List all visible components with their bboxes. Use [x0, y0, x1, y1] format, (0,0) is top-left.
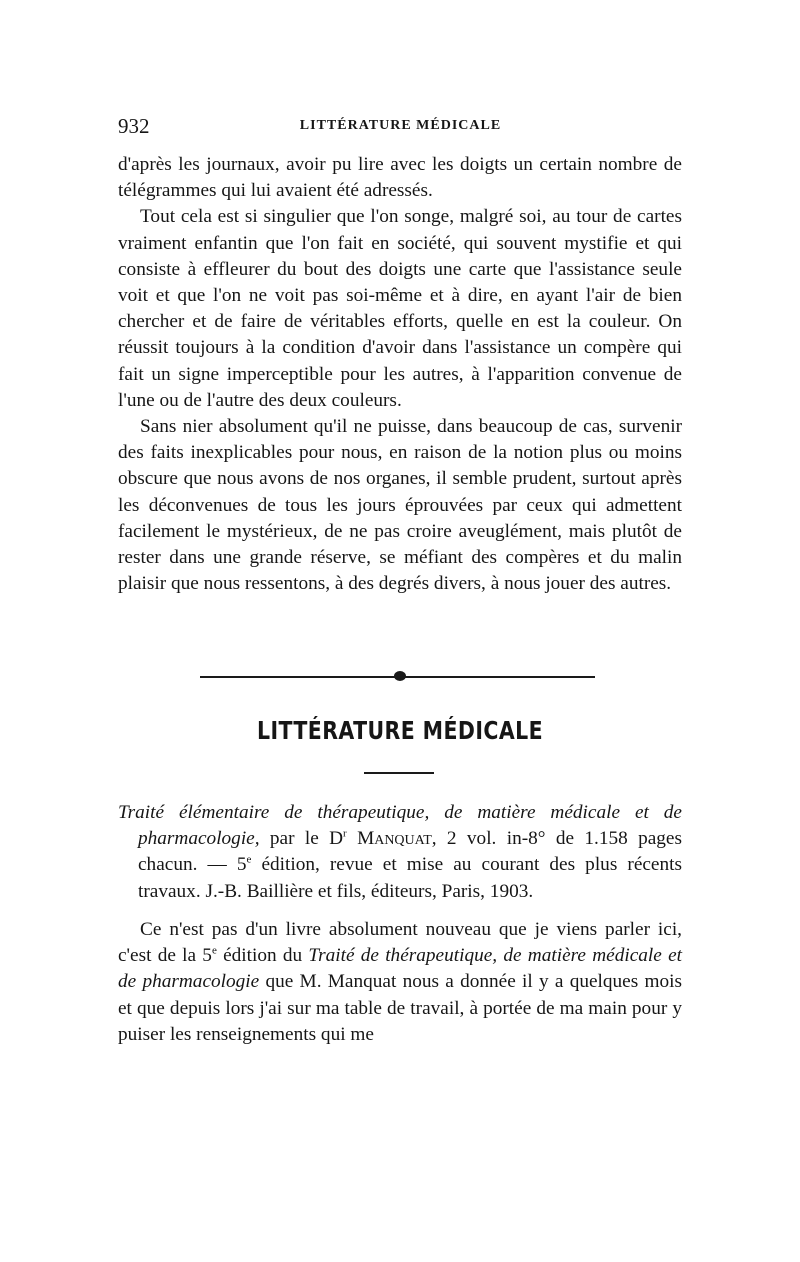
- review-text-3: que M. Manquat nous a donnée il y a quelques mois et que depuis lors j'ai sur ma table de travail, à portée de ma main pour y puiser les renseignements qui me: [118, 971, 682, 1045]
- author-name: Manquat: [357, 828, 432, 850]
- paragraph-1: d'après les journaux, avoir pu lire avec les doigts un certain nombre de télégrammes qui lui avaient été adressés.: [118, 154, 682, 202]
- review-paragraph: [118, 917, 682, 1048]
- book-details: , 2 vol. in-8° de 1.158 pages chacun. — 5: [138, 828, 682, 876]
- running-head: LITTÉRATURE MÉDICALE: [299, 118, 502, 133]
- divider-ornament: [394, 671, 406, 681]
- doctor-abbrev: r: [343, 827, 347, 840]
- article-conclusion: [118, 152, 682, 597]
- review-text-1: Ce n'est pas d'un livre absolument nouveau que je viens parler ici, c'est de la 5: [118, 919, 682, 967]
- title-rule: [364, 772, 434, 774]
- book-title: Traité élémentaire de thérapeutique, de matière médicale et de pharmacologie,: [118, 802, 682, 850]
- page-number: 932: [118, 114, 150, 138]
- section-title: LITTÉRATURE MÉDICALE: [257, 716, 543, 745]
- book-review-entry: [118, 800, 682, 905]
- review-sup: e: [211, 944, 217, 957]
- paragraph-2: Tout cela est si singulier que l'on songe, malgré soi, au tour de cartes vraiment enfantin que l'on fait en société, qui souvent mystifie et qui consiste à effleurer du bout des doigts une carte que l'assistance seule voit et que l'on ne voit pas soi-même et à dire, en ayant l'air de bien chercher et de faire de véritables efforts, quelle en est la couleur. On réussit toujours à la condition d'avoir dans l'assistance un compère qui fait un signe imperceptible pour les autres, à l'apparition convenue de l'une ou de l'autre des deux couleurs.: [118, 206, 682, 411]
- by-text: par le D: [269, 828, 344, 850]
- review-body: [118, 917, 682, 1048]
- edition-sup: e: [246, 853, 252, 866]
- review-cited-title: Traité de thérapeutique, de matière médicale et de pharmacologie: [118, 945, 682, 993]
- paragraph-3: Sans nier absolument qu'il ne puisse, dans beaucoup de cas, survenir des faits inexplicables pour nous, en raison de la notion plus ou moins obscure que nous avons de nos organes, il semble prudent, surtout après les déconvenues de tous les jours éprouvées par ceux qui admettent facilement le mystérieux, de ne pas croire aveuglément, mais plutôt de rester dans une grande réserve, se méfiant des compères et du malin plaisir que nous ressentons, à des degrés divers, à nous jouer des autres.: [118, 416, 682, 595]
- book-details-cont: édition, revue et mise au courant des plus récents travaux. J.-B. Baillière et fils, éditeurs, Paris, 1903.: [138, 854, 682, 902]
- review-text-2: édition du: [216, 945, 309, 967]
- page-header: [118, 114, 683, 144]
